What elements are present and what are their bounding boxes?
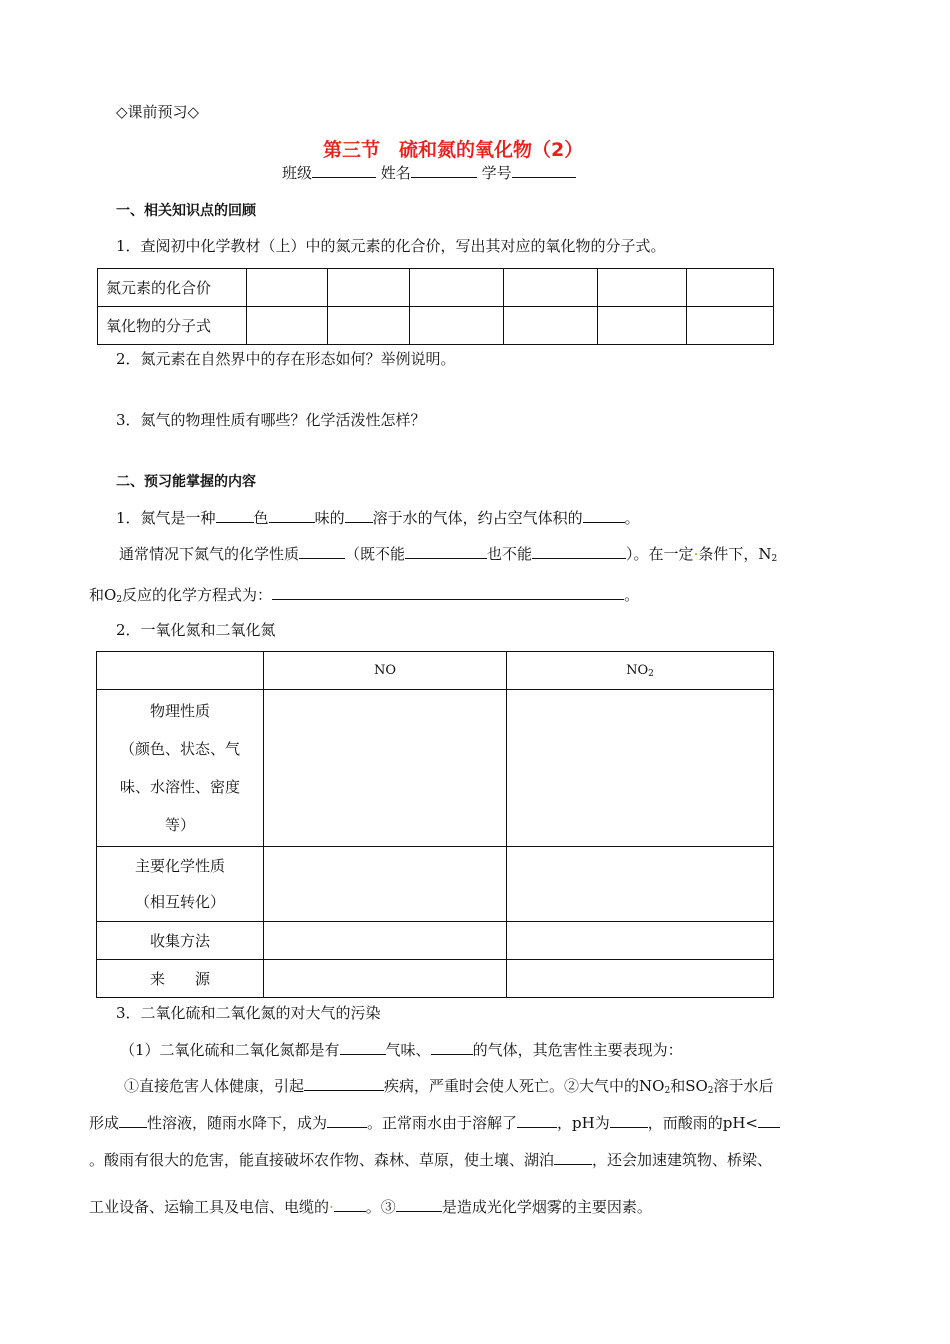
fill-blank[interactable] [340,1039,386,1055]
text-segment: 和SO [670,1077,708,1095]
table-cell[interactable] [504,307,598,345]
class-blank[interactable] [312,162,376,178]
text-segment: 也不能 [487,545,533,563]
student-info-line [282,162,576,183]
physical-label [97,690,264,847]
chemical-row [97,847,774,922]
collection-label: 收集方法 [97,922,264,960]
table-cell[interactable] [247,307,328,345]
fill-blank[interactable] [554,1149,592,1165]
valence-row-label: 氮元素的化合价 [98,269,247,307]
text-segment: NO [626,663,649,678]
fill-blank[interactable] [532,543,626,559]
fill-blank[interactable] [334,1196,366,1212]
table-cell[interactable] [264,922,507,960]
emphasis-dot: · [693,545,699,563]
text-segment: 是造成光化学烟雾的主要因素。 [441,1198,652,1216]
fill-blank[interactable] [405,543,487,559]
text-segment: 。 [624,586,640,604]
text-segment: 。酸雨有很大的危害，能直接破坏农作物、森林、草原，使土壤、湖泊 [89,1151,555,1169]
table-cell[interactable] [328,269,410,307]
table-cell[interactable] [507,960,774,998]
text-segment: （既不能 [345,545,406,563]
source-row [97,960,774,998]
text-segment: ）。在一定 [626,545,694,563]
question-2-3: 3．二氧化硫和二氧化氮的对大气的污染 [116,1004,381,1022]
fill-blank[interactable] [431,1039,473,1055]
question-2-2: 2．一氧化氮和二氧化氮 [116,621,276,639]
text-segment: 气味、 [385,1041,431,1059]
text-segment: 溶于水后 [713,1077,774,1095]
section1-heading: 一、相关知识点的回顾 [116,203,256,219]
text-line: （颜色、状态、气 [119,740,240,758]
text-line: 等） [164,816,195,834]
name-blank[interactable] [411,162,477,178]
text-line: 主要化学性质 [134,857,225,875]
collection-row [97,922,774,960]
nitrogen-fill-line-3 [89,584,639,605]
table-cell[interactable] [504,269,598,307]
text-line: 味、水溶性、密度 [119,778,240,796]
subscript: 2 [664,1086,671,1096]
oxide-row-label: 氧化物的分子式 [98,307,247,345]
fill-blank[interactable] [327,1112,367,1128]
page-title: 第三节 硫和氮的氧化物（2） [323,139,584,161]
emphasis-dot: · [329,1198,334,1216]
text-line: （相互转化） [134,893,225,911]
text-segment: 通常情况下氮气的化学性质 [119,545,300,563]
pollution-line-3 [89,1112,780,1133]
text-segment: （1）二氧化硫和二氧化氮都是有 [120,1041,340,1059]
no-no2-table [96,651,774,998]
text-segment: 疾病，严重时会使人死亡。②大气中的NO [384,1077,665,1095]
subscript: 2 [116,595,123,605]
fill-blank[interactable] [299,543,345,559]
pollution-line-1 [120,1039,683,1060]
fill-blank[interactable] [216,507,254,523]
fill-blank[interactable] [610,1112,648,1128]
fill-blank[interactable] [345,507,373,523]
text-segment: 。③ [365,1198,396,1216]
table-cell[interactable] [687,269,774,307]
subscript: 2 [771,554,778,564]
equation-blank[interactable] [272,584,624,600]
text-segment: 反应的化学方程式为： [122,586,273,604]
question-1-2: 2．氮元素在自然界中的存在形态如何？举例说明。 [116,350,456,368]
text-segment: 味的 [314,509,345,527]
subscript: 2 [707,1086,714,1096]
table-cell[interactable] [264,690,507,847]
fill-blank[interactable] [119,1112,147,1128]
section2-heading: 二、预习能掌握的内容 [116,474,256,490]
text-segment: 性溶液，随雨水降下，成为 [147,1114,328,1132]
text-segment: ，而酸雨的pH< [647,1114,758,1132]
fill-blank[interactable] [758,1112,780,1128]
table-cell[interactable] [410,307,504,345]
text-segment: 。正常雨水由于溶解了 [367,1114,518,1132]
text-segment: 条件下，N [698,545,772,563]
fill-blank[interactable] [396,1196,442,1212]
text-segment: 的气体，其危害性主要表现为： [472,1041,683,1059]
fill-blank[interactable] [269,507,315,523]
header-empty-cell [97,652,264,690]
class-label: 班级 [282,164,313,182]
table-cell[interactable] [264,960,507,998]
nitrogen-valence-table [97,268,774,345]
id-blank[interactable] [512,162,576,178]
header-row [97,652,774,690]
text-segment: 1．氮气是一种 [116,509,216,527]
text-segment: 工业设备、运输工具及电信、电缆的 [89,1198,330,1216]
text-segment: ，pH为 [557,1114,610,1132]
pollution-line-2 [124,1075,774,1096]
text-segment: 形成 [89,1114,120,1132]
text-segment: 溶于水的气体，约占空气体积的 [372,509,583,527]
table-cell[interactable] [507,690,774,847]
id-label: 学号 [481,164,512,182]
fill-blank[interactable] [304,1075,384,1091]
table-cell[interactable] [264,847,507,922]
fill-blank[interactable] [583,507,625,523]
preview-tag: ◇课前预习◇ [116,103,200,121]
col-no2-header [507,652,774,690]
fill-blank[interactable] [517,1112,557,1128]
oxide-row [98,307,774,345]
valence-row [98,269,774,307]
subscript: 2 [648,669,654,679]
text-segment: 和O [89,586,117,604]
table-cell[interactable] [507,922,774,960]
nitrogen-fill-line-2 [119,543,777,564]
table-cell[interactable] [598,307,687,345]
text-segment: 色 [253,509,269,527]
table-cell[interactable] [410,269,504,307]
question-1-3: 3．氮气的物理性质有哪些？化学活泼性怎样？ [116,411,426,429]
pollution-line-4 [89,1149,772,1170]
text-line: 物理性质 [149,702,210,720]
col-no-header: NO [264,652,507,690]
source-label: 来 源 [97,960,264,998]
question-1-1: 1．查阅初中化学教材（上）中的氮元素的化合价，写出其对应的氧化物的分子式。 [116,237,666,255]
table-cell[interactable] [598,269,687,307]
table-cell[interactable] [247,269,328,307]
table-cell[interactable] [507,847,774,922]
text-segment: ①直接危害人体健康，引起 [124,1077,305,1095]
physical-row [97,690,774,847]
nitrogen-fill-line-1 [116,507,640,528]
table-cell[interactable] [328,307,410,345]
chemical-label [97,847,264,922]
name-label: 姓名 [380,164,411,182]
text-segment: 。 [624,509,640,527]
text-segment: ，还会加速建筑物、桥梁、 [592,1151,773,1169]
table-cell[interactable] [687,307,774,345]
pollution-line-5 [89,1196,652,1217]
